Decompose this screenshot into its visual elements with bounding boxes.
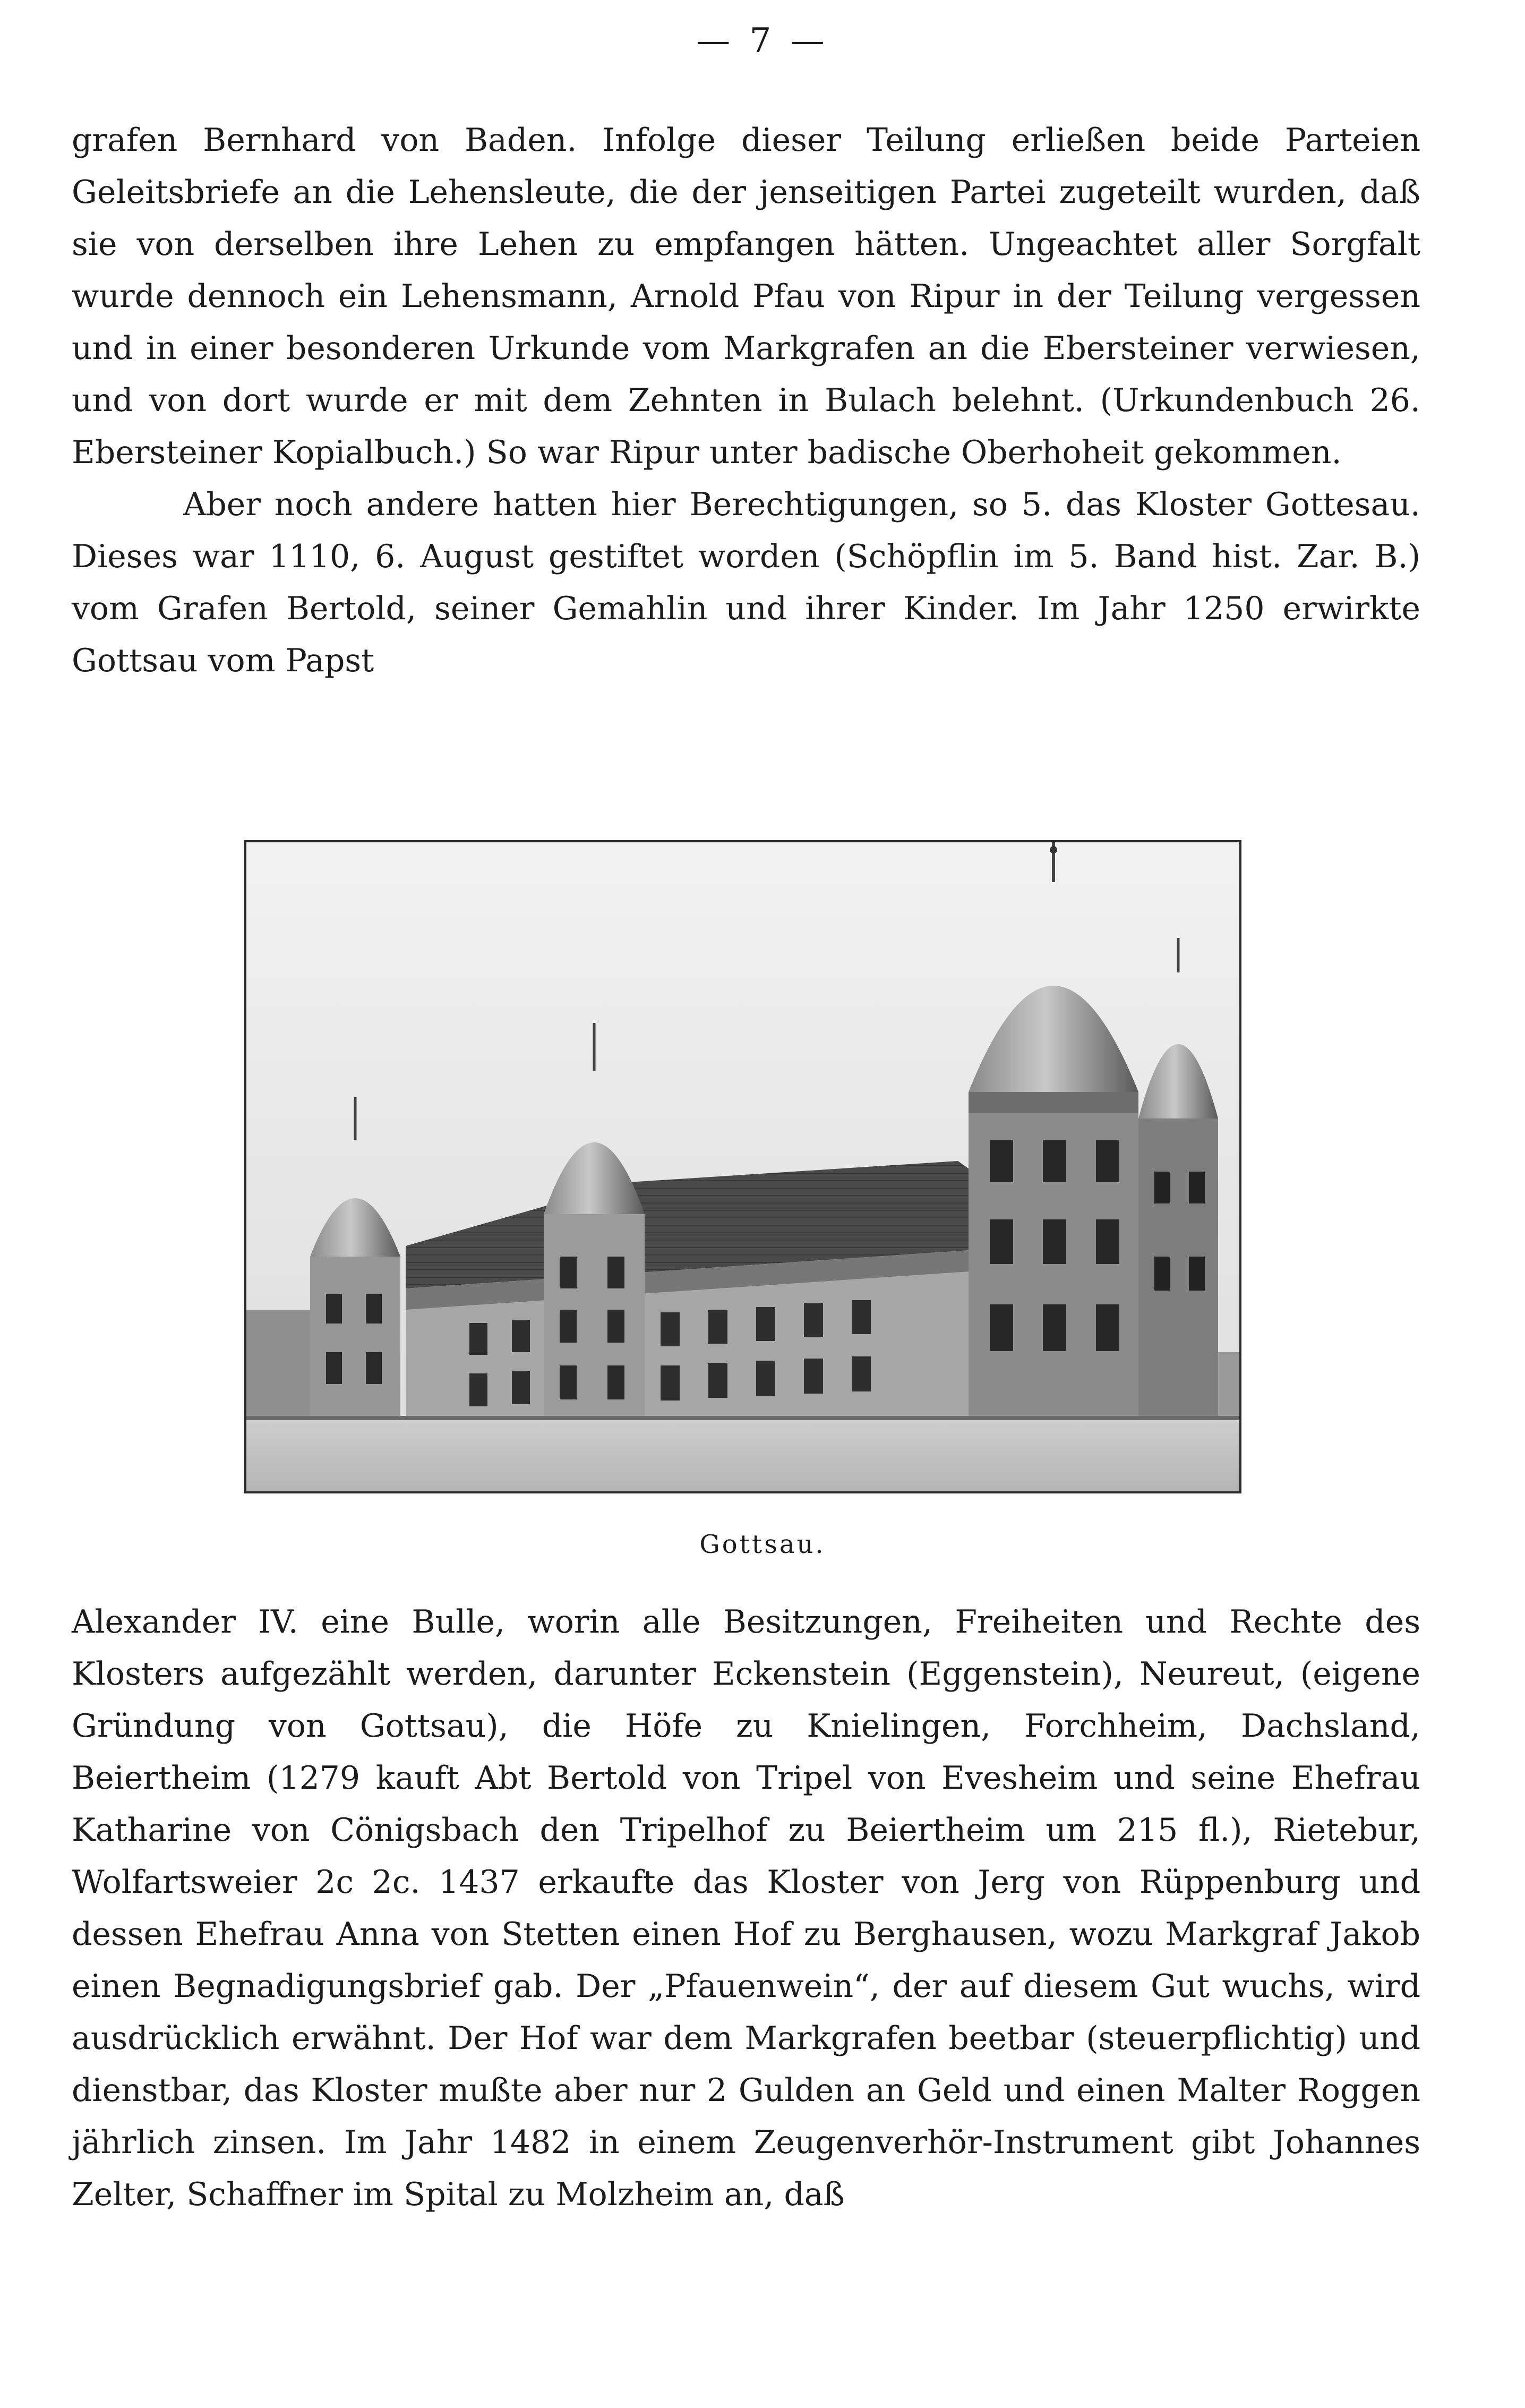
page-number: — 7 — (696, 21, 829, 61)
gottsau-castle-photo (244, 840, 1241, 1493)
figure-caption: Gottsau. (699, 1530, 826, 1559)
text-block-top (72, 114, 1420, 687)
paragraph-gottesau: Aber noch andere hatten hier Berechtigungen, so 5. das Kloster Gottesau. Dieses war 1110, 6. August gestiftet worden (Schöpflin im 5. Band hist. Zar. B.) vom Grafen Bertold, seiner Gemahlin und ihrer Kinder. Im Jahr 1250 erwirkte Gottsau vom Papst (72, 486, 1420, 679)
paragraph-continuation: grafen Bernhard von Baden. Infolge dieser Teilung erließen beide Parteien Geleitsbriefe an die Lehensleute, die der jenseitigen Partei zugeteilt wurden, daß sie von derselben ihre Lehen zu empfangen hätten. Ungeachtet aller Sorgfalt wurde dennoch ein Lehensmann, Arnold Pfau von Ripur in der Teilung vergessen und in einer besonderen Urkunde vom Markgrafen an die Ebersteiner verwiesen, und von dort wurde er mit dem Zehnten in Bulach belehnt. (Urkundenbuch 26. Ebersteiner Kopialbuch.) So war Ripur unter badische Oberhoheit gekommen. (72, 122, 1420, 471)
paragraph-alexander-bulle: Alexander IV. eine Bulle, worin alle Besitzungen, Freiheiten und Rechte des Klosters aufgezählt werden, darunter Eckenstein (Eggenstein), Neureut, (eigene Gründung von Gottsau), die Höfe zu Knielingen, Forchheim, Dachsland, Beiertheim (1279 kauft Abt Bertold von Tripel von Evesheim und seine Ehefrau Katharine von Cönigsbach den Tripelhof zu Beiertheim um 215 fl.), Rietebur, Wolfartsweier 2c 2c. 1437 erkaufte das Kloster von Jerg von Rüppenburg und dessen Ehefrau Anna von Stetten einen Hof zu Berghausen, wozu Markgraf Jakob einen Begnadigungsbrief gab. Der „Pfauenwein“, der auf diesem Gut wuchs, wird ausdrücklich erwähnt. Der Hof war dem Markgrafen beetbar (steuerpflichtig) und dienstbar, das Kloster mußte aber nur 2 Gulden an Geld und einen Malter Roggen jährlich zinsen. Im Jahr 1482 in einem Zeugenverhör-Instrument gibt Johannes Zelter, Schaffner im Spital zu Molzheim an, daß (72, 1603, 1420, 2213)
text-block-bottom (72, 1596, 1420, 2221)
